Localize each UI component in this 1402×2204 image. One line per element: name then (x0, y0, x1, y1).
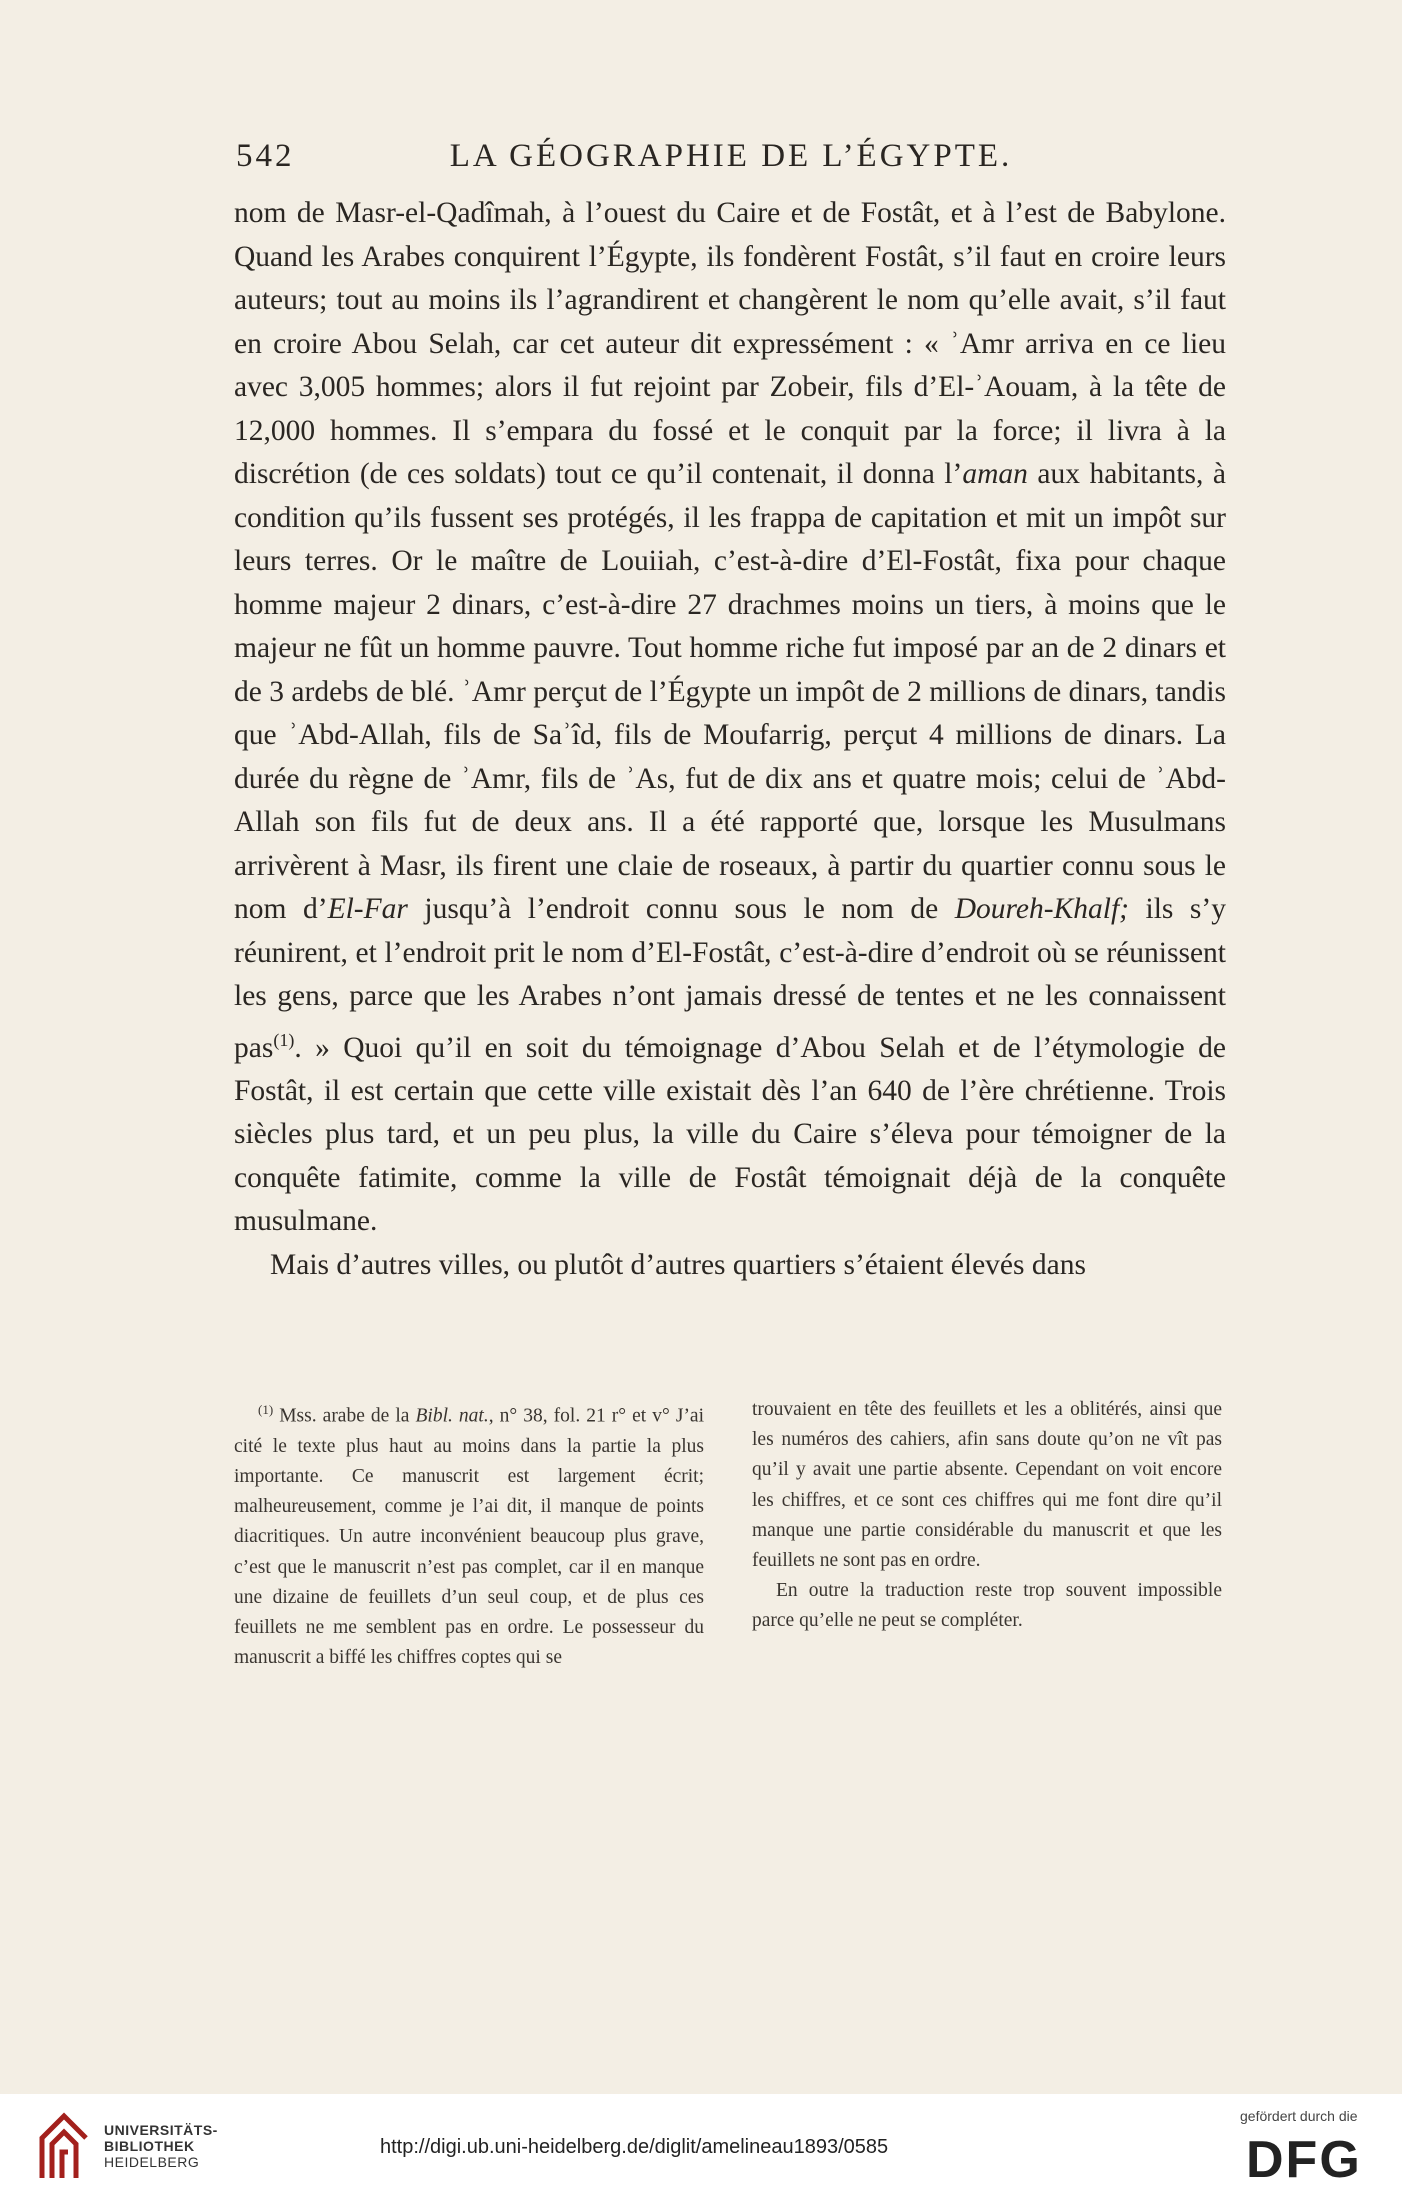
page-number: 542 (236, 138, 295, 174)
italic-term: aman (962, 458, 1028, 490)
text-run: jusqu’à l’endroit connu sous le nom de (407, 893, 955, 925)
text-run: . » Quoi qu’il en soit du témoignage d’Abou Selah et de l’étymologie de Fostât, il est certain que cette ville existait dès l’an 640 de l’ère chrétienne. Trois siècles plus tard, et un peu plus, la ville du Caire s’éleva pour témoigner de la conquête fatimite, comme la ville de Fostât témoignait déjà de la conquête musulmane. (234, 1031, 1226, 1238)
dfg-logo: DFG (1246, 2131, 1362, 2189)
library-name: UNIVERSITÄTS- BIBLIOTHEK HEIDELBERG (104, 2122, 218, 2170)
italic-term: Bibl. nat. (415, 1405, 489, 1427)
main-text (234, 192, 1226, 1287)
funding-label: gefördert durch die (1240, 2108, 1358, 2124)
text-run: aux habitants, à condition qu’ils fussent ses protégés, il les frappa de capitation et mit un impôt sur leurs terres. Or le maître de Louiiah, c’est-à-dire d’El-Fostât, fixa pour chaque homme majeur 2 dinars, c’est-à-dire 27 drachmes moins un tiers, à moins que le majeur ne fût un homme pauvre. Tout homme riche fut imposé par an de 2 dinars et de 3 ardebs de blé. ʾAmr perçut de l’Égypte un impôt de 2 millions de dinars, tandis que ʾAbd-Allah, fils de Saʾîd, fils de Moufarrig, perçut 4 millions de dinars. La durée du règne de ʾAmr, fils de ʾAs, fut de dix ans et quatre mois; celui de ʾAbd-Allah son fils fut de deux ans. Il a été rapporté que, lorsque les Musulmans arrivèrent à Masr, ils firent une claie de roseaux, à partir du quartier connu sous le nom d’ (234, 458, 1226, 925)
text-run: nom de Masr-el-Qadîmah, à l’ouest du Caire et de Fostât, et à l’est de Babylone. Quand les Arabes conquirent l’Égypte, ils fondèrent Fostât, s’il faut en croire leurs auteurs; tout au moins ils l’agrandirent et changèrent le nom qu’elle avait, s’il faut en croire Abou Selah, car cet auteur dit expressément : « ʾAmr arriva en ce lieu avec 3,005 hommes; alors il fut rejoint par Zobeir, fils d’El-ʾAouam, à la tête de 12,000 hommes. Il s’empara du fossé et le conquit par la force; il livra à la discrétion (de ces soldats) tout ce qu’il contenait, il donna l’ (234, 197, 1226, 490)
library-logo-icon (34, 2108, 94, 2184)
footnote-continuation: trouvaient en tête des feuillets et les a oblitérés, ainsi que les numéros des cahiers, afin sans doute qu’on ne vît pas qu’il y avait une partie absente. Cependant on voit encore les chiffres, et ce sont ces chiffres qui me font dire qu’il manque une partie considérable du manuscrit et que les feuillets ne sont pas en ordre. (752, 1399, 1222, 1572)
text-run: Mss. arabe de la (273, 1405, 416, 1427)
permalink-url[interactable]: http://digi.ub.uni-heidelberg.de/diglit/amelineau1893/0585 (380, 2136, 889, 2158)
footnote-column-right (752, 1395, 1222, 1637)
footnote-1 (234, 1395, 704, 1673)
italic-term: El-Far (327, 893, 408, 925)
footnote-paragraph: En outre la traduction reste trop souvent impossible parce qu’elle ne peut se compléter. (752, 1580, 1222, 1632)
paragraph-1 (234, 192, 1226, 1244)
text-run: , n° 38, fol. 21 r° et v° J’ai cité le texte plus haut au moins dans la partie la plus importante. Ce manuscrit est largement écrit; malheureusement, comme je l’ai dit, il manque de points diacritiques. Un autre inconvénient beaucoup plus grave, c’est que le manuscrit n’est pas complet, car il en manque une dizaine de feuillets d’un seul coup, et de plus ces feuillets ne me semblent pas en ordre. Le possesseur du manuscrit a biffé les chiffres coptes qui se (234, 1405, 705, 1669)
footnote-reference: (1) (273, 1029, 295, 1050)
footnote-column-left (234, 1395, 704, 1673)
page-header (236, 138, 1226, 178)
running-title: LA GÉOGRAPHIE DE L’ÉGYPTE. (449, 138, 1013, 174)
italic-term: Doureh-Khalf; (954, 893, 1129, 925)
digitization-footer (0, 2094, 1402, 2204)
footnote-mark: (1) (258, 1402, 274, 1417)
paragraph-2: Mais d’autres villes, ou plutôt d’autres quartiers s’étaient élevés dans (270, 1248, 1086, 1281)
text-run: ils s’y réunirent, et l’endroit prit le nom d’El-Fostât, c’est-à-dire d’endroit où se réunissent les gens, parce que les Arabes n’ont jamais dressé de tentes et ne les connaissent pas (234, 893, 1226, 1064)
